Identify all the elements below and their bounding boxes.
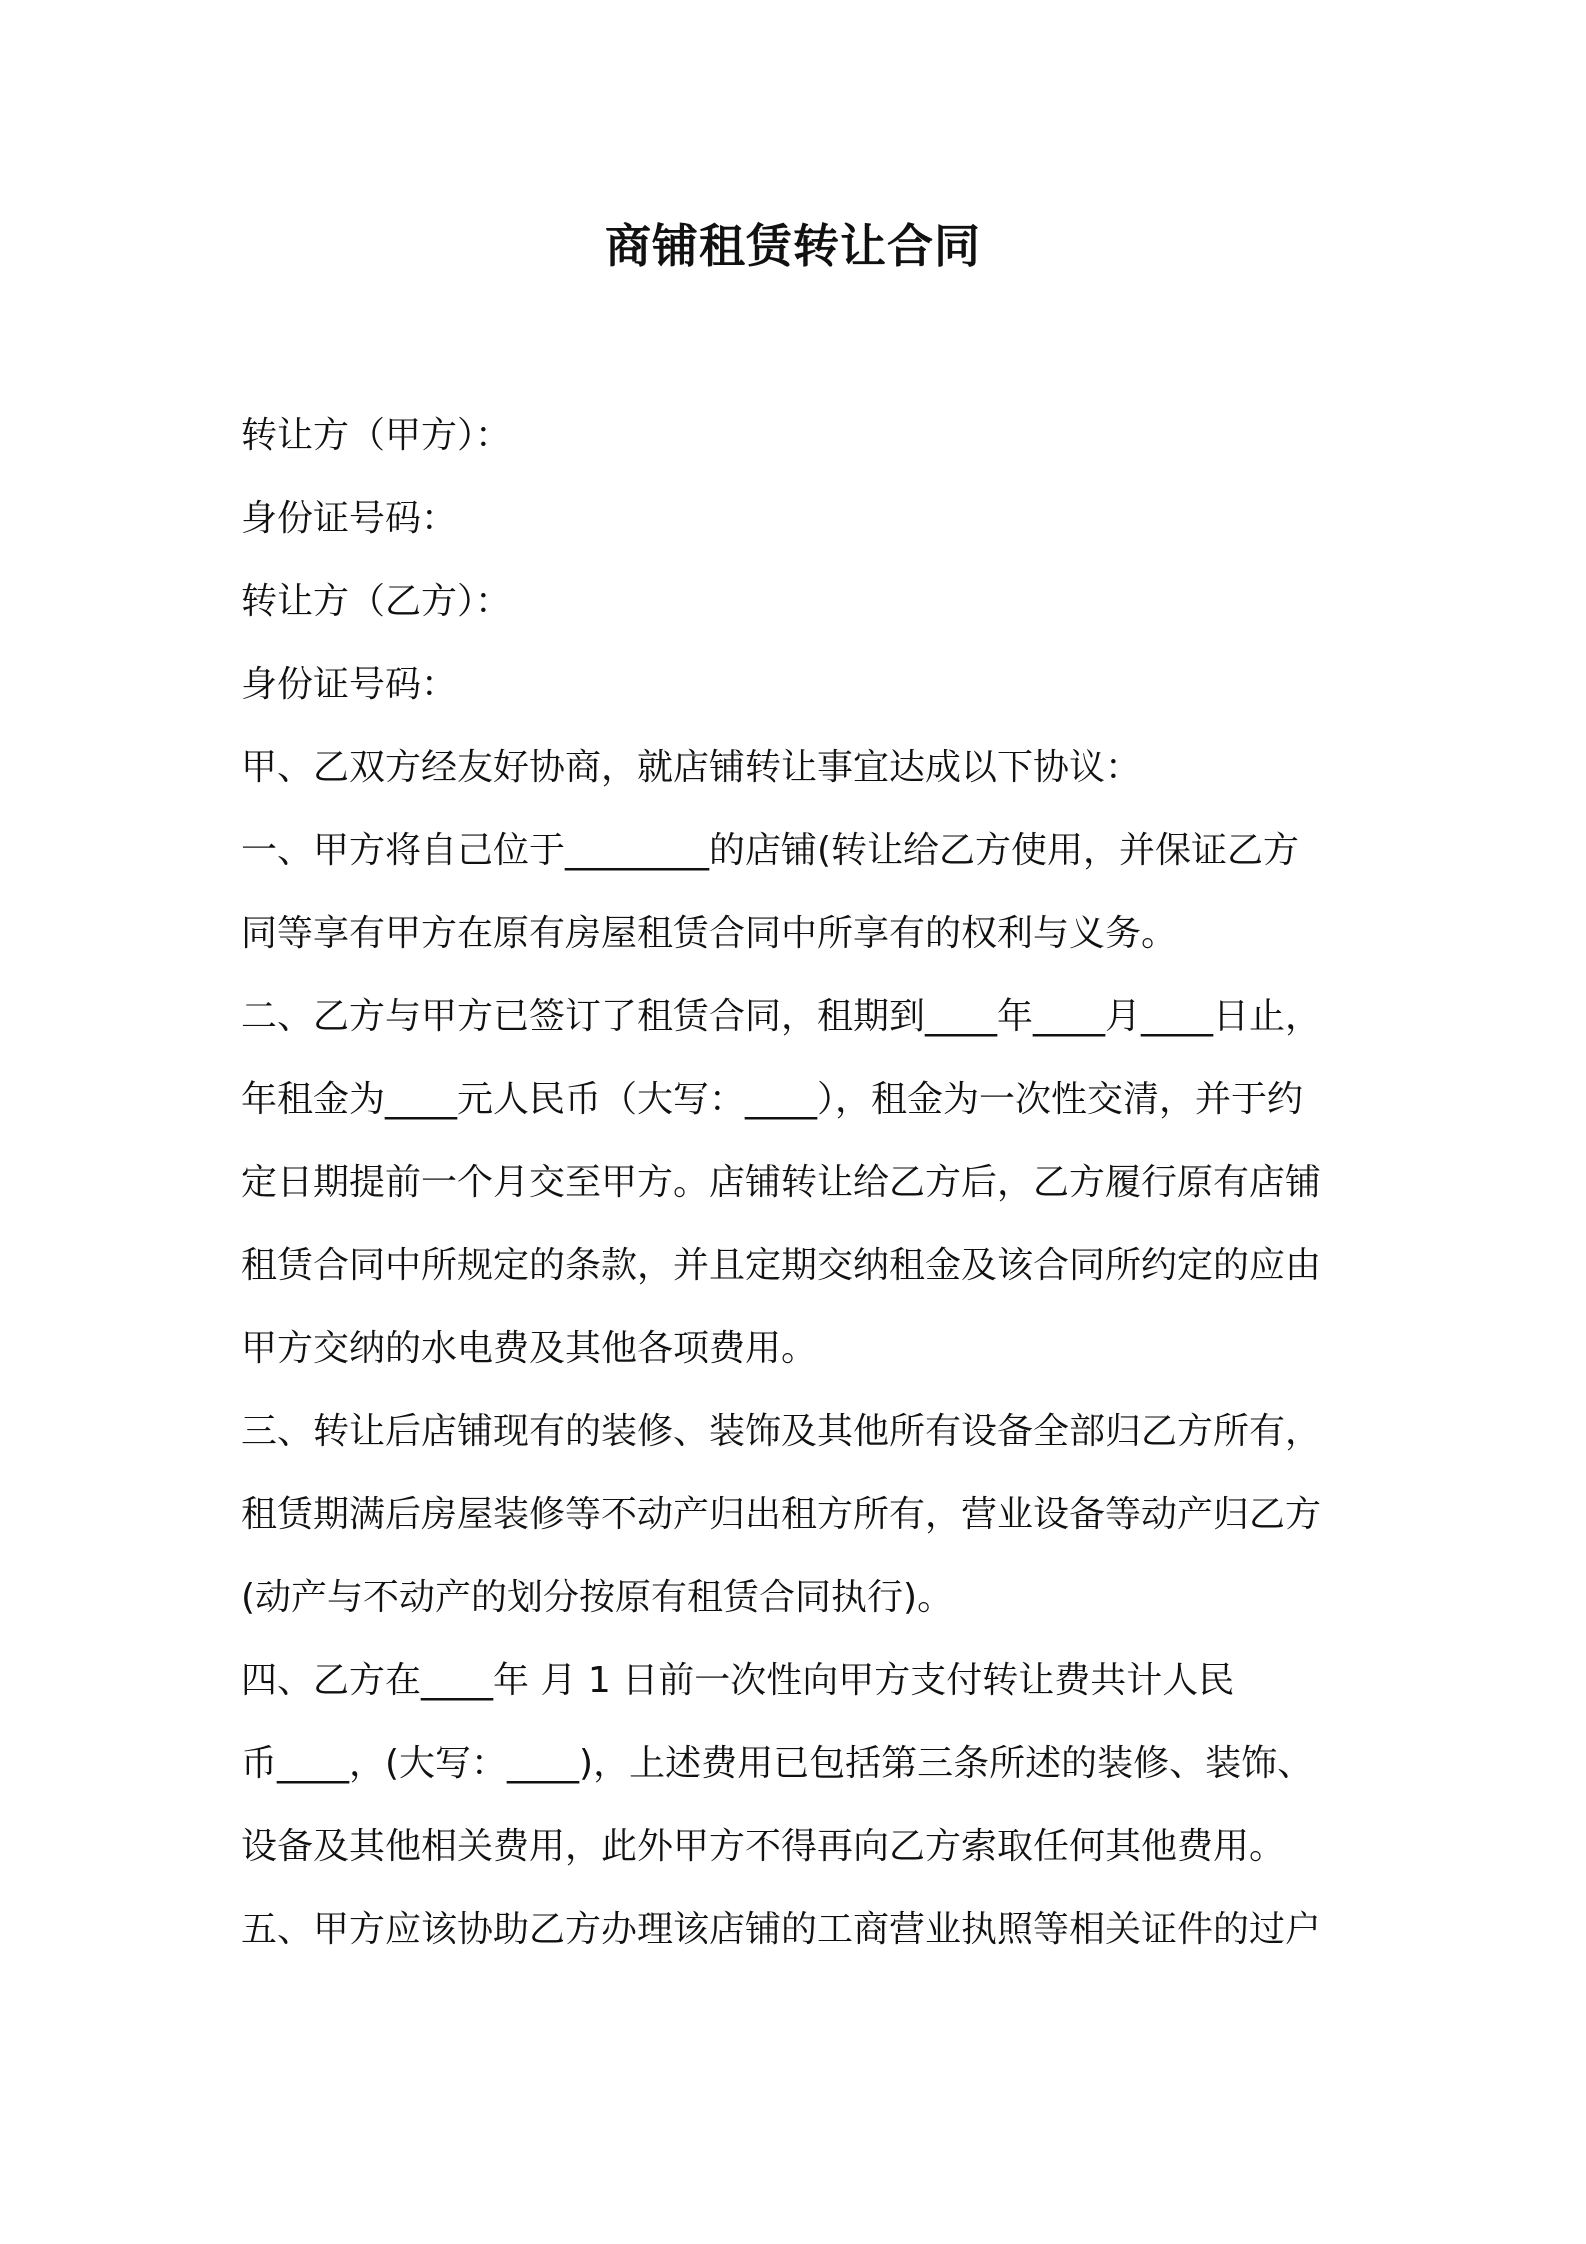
clause-2-line-3: 定日期提前一个月交至甲方。店铺转让给乙方后，乙方履行原有店铺	[241, 1162, 1322, 1203]
party-a-id-label: 身份证号码：	[241, 498, 458, 539]
clause-2-line-4: 租赁合同中所规定的条款，并且定期交纳租金及该合同所约定的应由	[241, 1245, 1322, 1286]
clause-3-line-2: 租赁期满后房屋装修等不动产归出租方所有，营业设备等动产归乙方	[241, 1494, 1322, 1535]
party-b-id-label: 身份证号码：	[241, 664, 458, 705]
clause-4-line-1: 四、乙方在____年 月 1 日前一次性向甲方支付转让费共计人民	[241, 1660, 1235, 1701]
clause-5-line-1: 五、甲方应该协助乙方办理该店铺的工商营业执照等相关证件的过户	[241, 1909, 1322, 1950]
clause-4-line-3: 设备及其他相关费用，此外甲方不得再向乙方索取任何其他费用。	[241, 1826, 1286, 1867]
document-title: 商铺租赁转让合同	[605, 219, 981, 273]
clause-2-line-5: 甲方交纳的水电费及其他各项费用。	[241, 1328, 818, 1369]
clause-2-line-2: 年租金为____元人民币（大写：____），租金为一次性交清，并于约	[241, 1079, 1304, 1120]
party-b-label: 转让方（乙方）：	[241, 581, 512, 622]
clause-2-line-1: 二、乙方与甲方已签订了租赁合同，租期到____年____月____日止，	[241, 996, 1322, 1037]
clause-3-line-1: 三、转让后店铺现有的装修、装饰及其他所有设备全部归乙方所有，	[241, 1411, 1322, 1452]
clause-1-line-2: 同等享有甲方在原有房屋租赁合同中所享有的权利与义务。	[241, 913, 1178, 954]
party-a-label: 转让方（甲方）：	[241, 415, 512, 456]
clause-4-line-2: 币____，(大写：____)，上述费用已包括第三条所述的装修、装饰、	[241, 1743, 1314, 1784]
agreement-intro: 甲、乙双方经友好协商，就店铺转让事宜达成以下协议：	[241, 747, 1142, 788]
clause-3-line-3: (动产与不动产的划分按原有租赁合同执行)。	[241, 1577, 954, 1618]
document-body	[241, 406, 1381, 1983]
clause-1-line-1: 一、甲方将自己位于________的店铺(转让给乙方使用，并保证乙方	[241, 830, 1300, 871]
